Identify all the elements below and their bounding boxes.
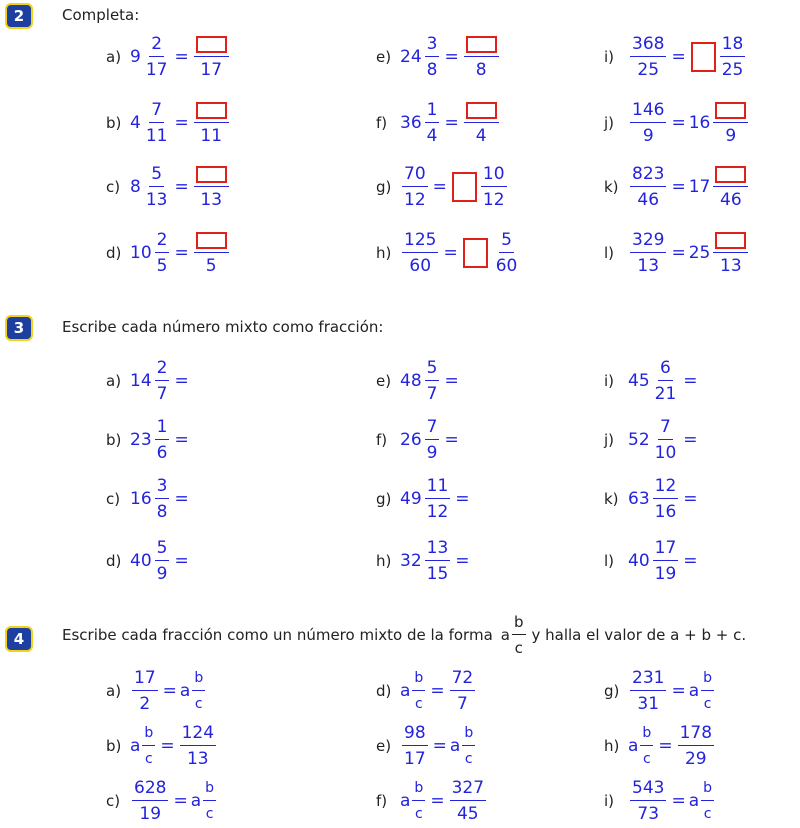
- fraction: $\frac{b}{c}$: [414, 670, 424, 712]
- fraction: $\frac{543}{73}$: [632, 777, 665, 824]
- s3-item-f: f) 26 $\frac{7}{9}$ =: [376, 416, 459, 463]
- fraction: $\frac{6}{21}$: [654, 357, 677, 404]
- s4-item-g: g) $\frac{231}{31}$ = a $\frac{b}{c}$: [604, 667, 713, 714]
- s2-item-h: h) $\frac{125}{60}$ = $\frac{5}{60}$: [376, 229, 518, 276]
- fraction: $\frac{b}{c}$: [642, 725, 652, 767]
- fraction: $\frac{72}{7}$: [451, 667, 474, 714]
- fraction: $\frac{3}{8}$: [156, 475, 168, 522]
- fraction: 13: [194, 164, 229, 210]
- s2-item-e: e) 24 $\frac{3}{8}$ = 8: [376, 30, 501, 84]
- s4-item-b: b) a $\frac{b}{c}$ = $\frac{124}{13}$: [106, 722, 215, 769]
- fraction: $\frac{2}{5}$: [156, 229, 168, 276]
- s2-item-j: j) $\frac{146}{9}$ = 16 9: [604, 96, 750, 150]
- fraction: $\frac{b}{c}$: [414, 780, 424, 822]
- fraction: $\frac{7}{10}$: [654, 416, 677, 463]
- fraction: $\frac{13}{15}$: [426, 537, 449, 584]
- s4-item-d: d) a $\frac{b}{c}$ = $\frac{72}{7}$: [376, 667, 474, 714]
- section-4-instruction: Escribe cada fracción como un número mixto de la forma a $\frac{b}{c}$ y halla el valor de a + b + c.: [62, 612, 747, 657]
- fraction: $\frac{10}{12}$: [482, 163, 505, 210]
- s3-item-i: i) 45 $\frac{6}{21}$ =: [604, 357, 698, 404]
- fraction: $\frac{178}{29}$: [679, 722, 713, 769]
- fraction: $\frac{5}{9}$: [156, 537, 168, 584]
- fraction: $\frac{125}{60}$: [404, 229, 437, 276]
- fraction: $\frac{329}{13}$: [632, 229, 665, 276]
- s4-item-i: i) $\frac{543}{73}$ = a $\frac{b}{c}$: [604, 777, 713, 824]
- answer-box[interactable]: [196, 166, 227, 183]
- answer-box[interactable]: [463, 238, 488, 268]
- s3-item-d: d) 40 $\frac{5}{9}$ =: [106, 537, 189, 584]
- s2-item-a: a) 9 $\frac{2}{17}$ = 17: [106, 30, 231, 84]
- fraction: $\frac{823}{46}$: [632, 163, 665, 210]
- fraction: 4: [464, 100, 499, 146]
- s2-item-l: l) $\frac{329}{13}$ = 25 13: [604, 226, 750, 280]
- fraction: $\frac{368}{25}$: [632, 33, 665, 80]
- fraction: $\frac{1}{6}$: [156, 416, 168, 463]
- s2-item-i: i) $\frac{368}{25}$ = $\frac{18}{25}$: [604, 33, 744, 80]
- fraction: $\frac{2}{7}$: [156, 357, 168, 404]
- fraction: $\frac{b}{c}$: [464, 725, 474, 767]
- fraction: $\frac{628}{19}$: [134, 777, 167, 824]
- fraction: 17: [194, 34, 229, 80]
- answer-box[interactable]: [466, 102, 497, 119]
- fraction: $\frac{12}{16}$: [654, 475, 677, 522]
- fraction: 46: [713, 164, 748, 210]
- answer-box[interactable]: [715, 102, 746, 119]
- s3-item-j: j) 52 $\frac{7}{10}$ =: [604, 416, 698, 463]
- fraction: $\frac{b}{c}$: [205, 780, 215, 822]
- fraction: $\frac{b}{c}$: [703, 780, 713, 822]
- fraction: $\frac{b}{c}$: [513, 612, 524, 657]
- fraction: $\frac{98}{17}$: [404, 722, 426, 769]
- s4-item-f: f) a $\frac{b}{c}$ = $\frac{327}{45}$: [376, 777, 485, 824]
- fraction: $\frac{124}{13}$: [181, 722, 215, 769]
- s3-item-b: b) 23 $\frac{1}{6}$ =: [106, 416, 189, 463]
- fraction: $\frac{146}{9}$: [632, 99, 665, 146]
- fraction: $\frac{7}{9}$: [426, 416, 438, 463]
- answer-box[interactable]: [466, 36, 497, 53]
- section-4-number: 4: [5, 626, 33, 652]
- fraction: $\frac{11}{12}$: [426, 475, 449, 522]
- fraction: $\frac{70}{12}$: [404, 163, 426, 210]
- answer-box[interactable]: [715, 232, 746, 249]
- section-3-number: 3: [5, 315, 33, 341]
- answer-box[interactable]: [452, 172, 477, 202]
- fraction: $\frac{b}{c}$: [703, 670, 713, 712]
- s4-item-c: c) $\frac{628}{19}$ = a $\frac{b}{c}$: [106, 777, 215, 824]
- fraction: $\frac{5}{7}$: [426, 357, 438, 404]
- s4-item-h: h) a $\frac{b}{c}$ = $\frac{178}{29}$: [604, 722, 713, 769]
- answer-box[interactable]: [715, 166, 746, 183]
- fraction: $\frac{3}{8}$: [426, 33, 438, 80]
- s3-item-h: h) 32 $\frac{13}{15}$ =: [376, 537, 470, 584]
- s3-item-g: g) 49 $\frac{11}{12}$ =: [376, 475, 470, 522]
- s3-item-e: e) 48 $\frac{5}{7}$ =: [376, 357, 459, 404]
- answer-box[interactable]: [196, 102, 227, 119]
- fraction: $\frac{b}{c}$: [144, 725, 154, 767]
- s3-item-l: l) 40 $\frac{17}{19}$ =: [604, 537, 698, 584]
- s3-item-k: k) 63 $\frac{12}{16}$ =: [604, 475, 698, 522]
- fraction: $\frac{327}{45}$: [451, 777, 485, 824]
- s2-item-f: f) 36 $\frac{1}{4}$ = 4: [376, 96, 501, 150]
- fraction: $\frac{2}{17}$: [145, 33, 168, 80]
- fraction: $\frac{17}{19}$: [654, 537, 677, 584]
- s4-item-e: e) $\frac{98}{17}$ = a $\frac{b}{c}$: [376, 722, 474, 769]
- s2-item-b: b) 4 $\frac{7}{11}$ = 11: [106, 96, 231, 150]
- fraction: $\frac{7}{11}$: [145, 99, 168, 146]
- fraction: $\frac{5}{60}$: [495, 229, 518, 276]
- s3-item-c: c) 16 $\frac{3}{8}$ =: [106, 475, 189, 522]
- s4-item-a: a) $\frac{17}{2}$ = a $\frac{b}{c}$: [106, 667, 204, 714]
- section-2-instruction: Completa:: [62, 6, 140, 24]
- s2-item-g: g) $\frac{70}{12}$ = $\frac{10}{12}$: [376, 163, 505, 210]
- fraction: 8: [464, 34, 499, 80]
- fraction: $\frac{1}{4}$: [426, 99, 438, 146]
- section-3-instruction: Escribe cada número mixto como fracción:: [62, 318, 384, 336]
- fraction: 11: [194, 100, 229, 146]
- fraction: 13: [713, 230, 748, 276]
- answer-box[interactable]: [691, 42, 716, 72]
- s2-item-d: d) 10 $\frac{2}{5}$ = 5: [106, 226, 231, 280]
- fraction: $\frac{5}{13}$: [145, 163, 168, 210]
- s2-item-k: k) $\frac{823}{46}$ = 17 46: [604, 160, 750, 214]
- fraction: $\frac{17}{2}$: [134, 667, 156, 714]
- fraction: 5: [194, 230, 229, 276]
- fraction: 9: [713, 100, 748, 146]
- s2-item-c: c) 8 $\frac{5}{13}$ = 13: [106, 160, 231, 214]
- s3-item-a: a) 14 $\frac{2}{7}$ =: [106, 357, 189, 404]
- answer-box[interactable]: [196, 232, 227, 249]
- fraction: $\frac{231}{31}$: [632, 667, 665, 714]
- answer-box[interactable]: [196, 36, 227, 53]
- fraction: $\frac{b}{c}$: [194, 670, 204, 712]
- fraction: $\frac{18}{25}$: [721, 33, 744, 80]
- section-2-number: 2: [5, 3, 33, 29]
